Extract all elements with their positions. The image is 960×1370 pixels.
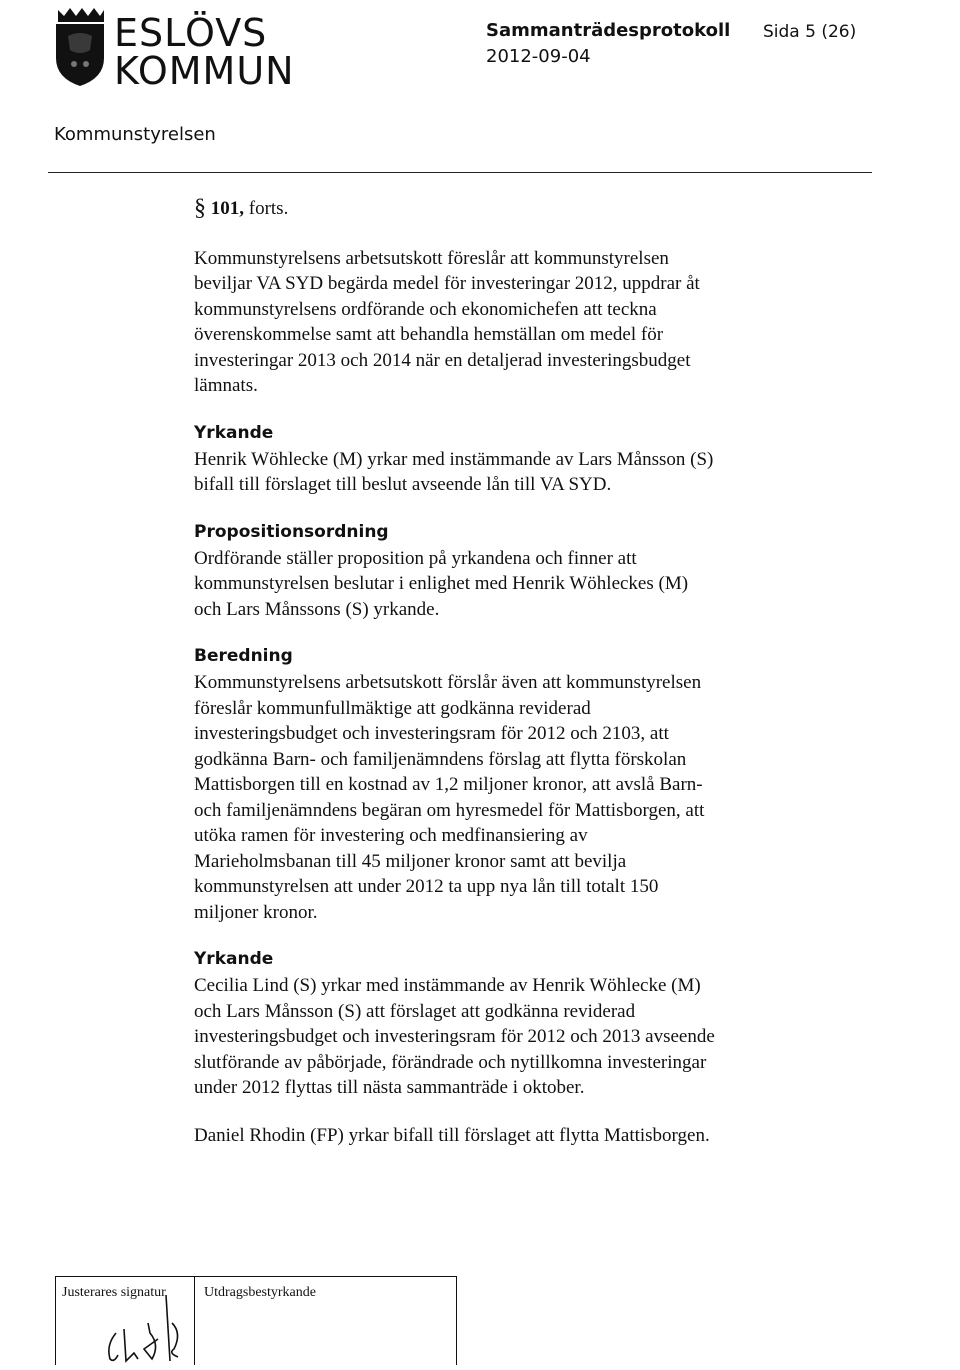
text-line: bifall till förslaget till beslut avseende lån till VA SYD. <box>194 474 612 495</box>
text-line: Henrik Wöhlecke (M) yrkar med instämmande av Lars Månsson (S) <box>194 448 714 470</box>
closing-paragraph <box>194 1123 774 1149</box>
text-line: och Lars Månssons (S) yrkande. <box>194 598 440 620</box>
text-line: lämnats. <box>194 375 258 396</box>
proposition-heading: Propositionsordning <box>194 521 389 542</box>
page-number: Sida 5 (26) <box>763 22 857 42</box>
section-suffix: forts. <box>248 198 289 219</box>
extract-label: Utdragsbestyrkande <box>204 1285 316 1300</box>
text-line: miljoner kronor. <box>194 901 318 923</box>
organization-name-line2: KOMMUN <box>114 49 295 93</box>
organization-name <box>114 11 295 93</box>
coat-of-arms-icon <box>52 6 108 88</box>
text-line: kommunstyrelsens ordförande och ekonomichefen att teckna <box>194 298 657 320</box>
text-line: godkänna Barn- och familjenämndens förslag att flytta förskolan <box>194 748 687 770</box>
yrkande-heading: Yrkande <box>194 949 274 969</box>
yrkande-paragraph <box>194 973 774 1101</box>
text-line: Mattisborgen till en kostnad av 1,2 miljoner kronor, att avslå Barn- <box>194 774 703 795</box>
document-title: Sammanträdesprotokoll <box>486 20 731 41</box>
header-divider <box>48 172 872 173</box>
text-line: investeringar 2013 och 2014 när en detaljerad investeringsbudget <box>194 349 691 371</box>
text-line: kommunstyrelsen att under 2012 ta upp nya lån till totalt 150 <box>194 876 659 897</box>
proposition-paragraph <box>194 546 774 623</box>
section-reference <box>194 196 774 222</box>
text-line: under 2012 flyttas till nästa sammanträde i oktober. <box>194 1077 585 1098</box>
text-line: investeringsbudget och investeringsram för 2012 och 2013 avseende <box>194 1026 715 1047</box>
section-number: 101, <box>210 198 244 219</box>
text-line: och familjenämndens begäran om hyresmedel för Mattisborgen, att <box>194 799 705 821</box>
yrkande-heading: Yrkande <box>194 422 274 443</box>
committee-name: Kommunstyrelsen <box>54 124 216 145</box>
text-line: Marieholmsbanan till 45 miljoner kronor samt att bevilja <box>194 850 627 872</box>
text-line: Kommunstyrelsens arbetsutskott förslår även att kommunstyrelsen <box>194 672 702 693</box>
organization-name-line1: ESLÖVS <box>114 11 268 55</box>
intro-paragraph <box>194 246 774 399</box>
text-line: överenskommelse samt att behandla hemställan om medel för <box>194 324 664 345</box>
text-line: Kommunstyrelsens arbetsutskott föreslår att kommunstyrelsen <box>194 247 669 269</box>
text-line: utöka ramen för investering och medfinansiering av <box>194 825 588 846</box>
signature-label: Justerares signatur <box>62 1285 166 1300</box>
protocol-content <box>194 196 774 1148</box>
signature-box <box>55 1276 457 1365</box>
text-line: slutförande av påbörjade, förändrade och nytillkomna investeringar <box>194 1051 707 1073</box>
handwritten-signature <box>86 1293 196 1365</box>
meeting-date: 2012-09-04 <box>486 46 591 67</box>
text-line: investeringsbudget och investeringsram för 2012 och 2103, att <box>194 723 669 744</box>
text-line: Ordförande ställer proposition på yrkandena och finner att <box>194 547 637 569</box>
text-line: föreslår kommunfullmäktige att godkänna reviderad <box>194 697 591 719</box>
beredning-paragraph <box>194 670 774 925</box>
section-symbol: § <box>194 195 206 221</box>
beredning-heading: Beredning <box>194 646 293 666</box>
text-line: Daniel Rhodin (FP) yrkar bifall till förslaget att flytta Mattisborgen. <box>194 1124 710 1146</box>
yrkande-paragraph <box>194 447 774 498</box>
text-line: beviljar VA SYD begärda medel för investeringar 2012, uppdrar åt <box>194 273 700 294</box>
text-line: och Lars Månsson (S) att förslaget att godkänna reviderad <box>194 1000 636 1022</box>
text-line: kommunstyrelsen beslutar i enlighet med Henrik Wöhleckes (M) <box>194 573 689 594</box>
text-line: Cecilia Lind (S) yrkar med instämmande av Henrik Wöhlecke (M) <box>194 975 701 996</box>
